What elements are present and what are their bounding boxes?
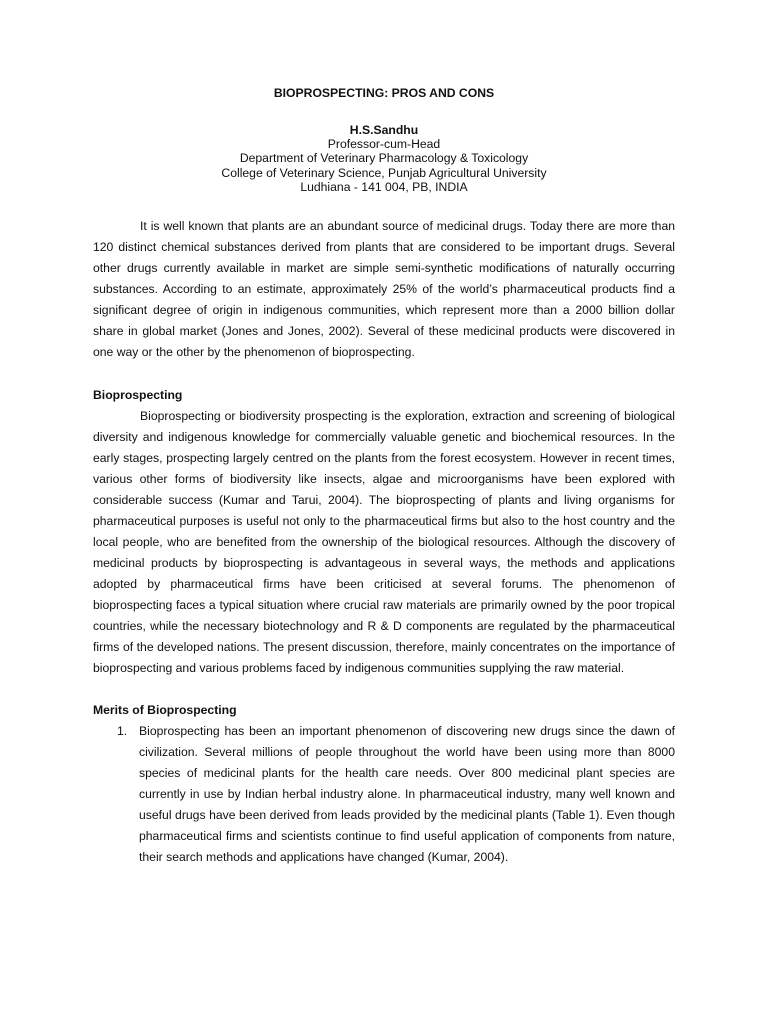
author-block [93,123,675,194]
list-item [93,721,675,868]
section-heading-bioprospecting: Bioprospecting [93,388,183,403]
bioprospecting-paragraph: Bioprospecting or biodiversity prospecting is the exploration, extraction and screening of biological diversity and indigenous knowledge for commercially valuable genetic and biochemical resources. In the early stages, prospecting largely centred on the plants from the forest ecosystem. However in recent times, various other forms of biodiversity like insects, algae and microorganisms have been explored with considerable success (Kumar and Tarui, 2004). The bioprospecting of plants and living organisms for pharmaceutical purposes is useful not only to the pharmaceutical firms but also to the host country and the local people, who are benefited from the ownership of the biological resources. Although the discovery of medicinal products by bioprospecting is advantageous in several ways, the methods and applications adopted by pharmaceutical firms have been criticised at several forums. The phenomenon of bioprospecting faces a typical situation where crucial raw materials are primarily owned by the poor tropical countries, while the necessary biotechnology and R & D components are regulated by the pharmaceutical firms of the developed nations. The present discussion, therefore, mainly concentrates on the importance of bioprospecting and various problems faced by indigenous communities supplying the raw material. [93,409,675,676]
intro-paragraph: It is well known that plants are an abundant source of medicinal drugs. Today there are more than 120 distinct chemical substances derived from plants that are considered to be important drugs. Several other drugs currently available in market are simple semi-synthetic modifications of naturally occurring substances. According to an estimate, approximately 25% of the world’s pharmaceutical products find a significant degree of origin in indigenous communities, which represent more than a 2000 billion dollar share in global market (Jones and Jones, 2002). Several of these medicinal products were discovered in one way or the other by the phenomenon of bioprospecting. [93,219,675,360]
document-title: BIOPROSPECTING: PROS AND CONS [273,86,495,100]
section-heading-merits: Merits of Bioprospecting [93,703,237,718]
document-page [93,80,675,868]
author-address: Ludhiana - 141 004, PB, INDIA [300,179,468,194]
author-name: H.S.Sandhu [349,123,419,137]
author-college: College of Veterinary Science, Punjab Agricultural University [221,165,547,180]
merits-list [93,721,675,868]
author-position: Professor-cum-Head [327,137,441,152]
list-item-text: Bioprospecting has been an important phenomenon of discovering new drugs since the dawn of civilization. Several millions of people throughout the world have been using more than 8000 species of medicinal plants for the health care needs. Over 800 medicinal plant species are currently in use by Indian herbal industry alone. In pharmaceutical industry, many well known and useful drugs have been derived from leads provided by the medicinal plants (Table 1). Even though pharmaceutical firms and scientists continue to find useful application of components from nature, their search methods and applications have changed (Kumar, 2004). [139,724,675,865]
author-department: Department of Veterinary Pharmacology & Toxicology [239,151,529,166]
list-item-number: 1. [117,724,128,739]
